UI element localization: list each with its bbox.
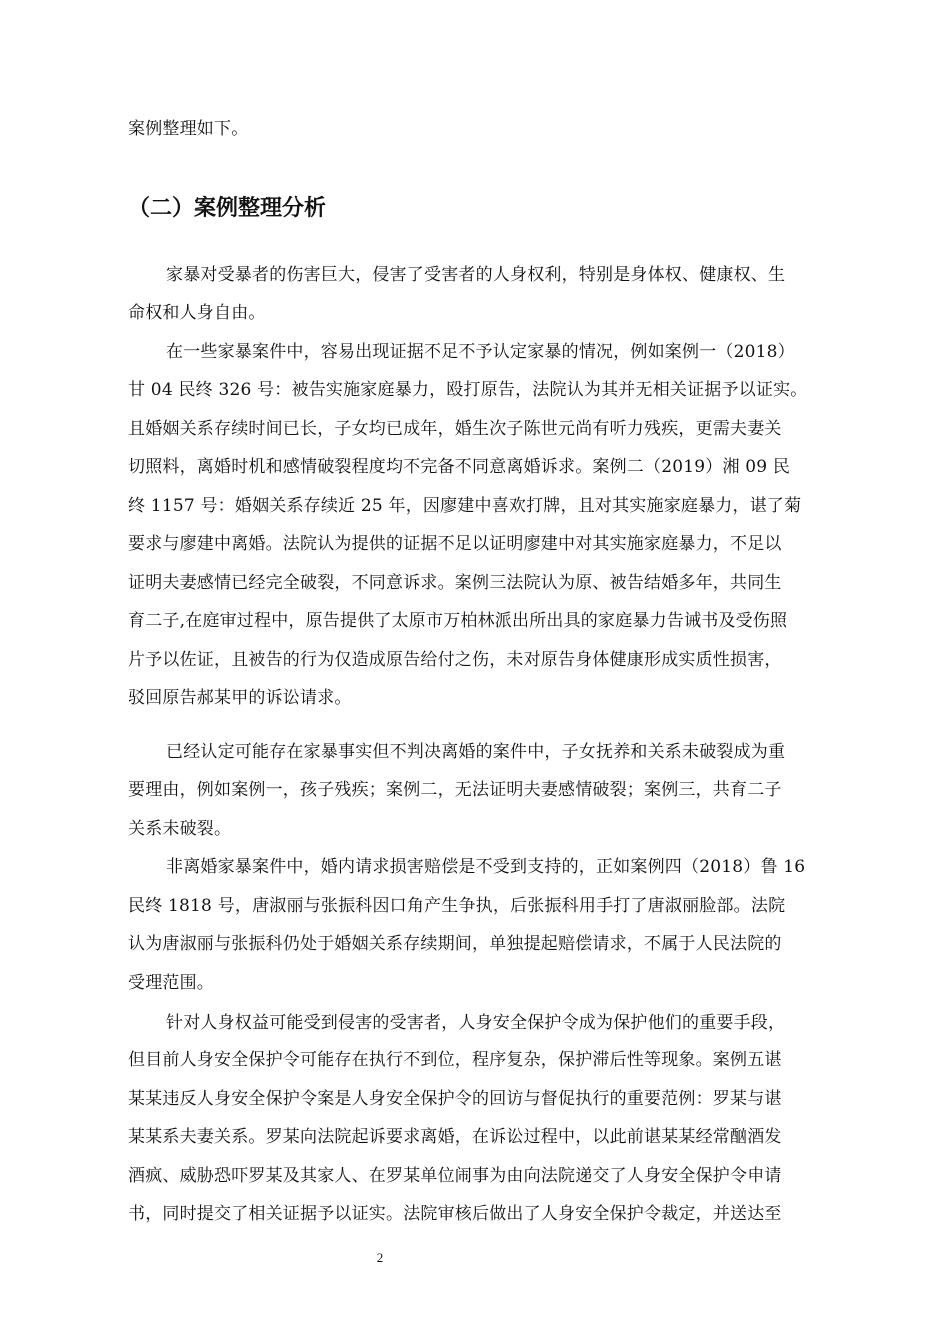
body-line: 育二子,在庭审过程中，原告提供了太原市万柏林派出所出具的家庭暴力告诫书及受伤照: [128, 611, 788, 631]
body-line: 命权和人身自由。: [128, 303, 266, 323]
body-line: 终 1157 号：婚姻关系存续近 25 年，因廖建中喜欢打牌，且对其实施家庭暴力，谌了菊: [128, 496, 802, 516]
body-line: 民终 1818 号，唐淑丽与张振科因口角产生争执，后张振科用手打了唐淑丽脸部。法院: [128, 896, 786, 916]
body-line: 切照料，离婚时机和感情破裂程度均不完备不同意离婚诉求。案例二（2019）湘 09 民: [128, 457, 791, 477]
body-line: 要理由，例如案例一，孩子残疾；案例二，无法证明夫妻感情破裂；案例三，共育二子: [128, 780, 782, 800]
body-line: 非离婚家暴案件中，婚内请求损害赔偿是不受到支持的，正如案例四（2018）鲁 16: [166, 857, 806, 877]
body-line: 证明夫妻感情已经完全破裂，不同意诉求。案例三法院认为原、被告结婚多年，共同生: [128, 573, 782, 593]
intro-line: 案例整理如下。: [128, 119, 249, 139]
section-heading: （二）案例整理分析: [128, 196, 327, 221]
body-line: 且婚姻关系存续时间已长，子女均已成年，婚生次子陈世元尚有听力残疾，更需夫妻关: [128, 419, 782, 439]
body-line: 已经认定可能存在家暴事实但不判决离婚的案件中，子女抚养和关系未破裂成为重: [166, 742, 786, 762]
body-line: 甘 04 民终 326 号：被告实施家庭暴力，殴打原告，法院认为其并无相关证据予以证实。: [128, 380, 808, 400]
body-line: 片予以佐证，且被告的行为仅造成原告给付之伤，未对原告身体健康形成实质性损害，: [128, 650, 782, 670]
body-line: 家暴对受暴者的伤害巨大，侵害了受害者的人身权利，特别是身体权、健康权、生: [166, 265, 786, 285]
body-line: 关系未破裂。: [128, 819, 232, 839]
body-line: 但目前人身安全保护令可能存在执行不到位，程序复杂，保护滞后性等现象。案例五谌: [128, 1050, 782, 1070]
body-line: 在一些家暴案件中，容易出现证据不足不予认定家暴的情况，例如案例一（2018）: [166, 342, 795, 362]
body-line: 认为唐淑丽与张振科仍处于婚姻关系存续期间，单独提起赔偿请求，不属于人民法院的: [128, 934, 782, 954]
body-line: 针对人身权益可能受到侵害的受害者，人身安全保护令成为保护他们的重要手段，: [166, 1013, 786, 1033]
body-line: 驳回原告郝某甲的诉讼请求。: [128, 688, 352, 708]
body-line: 受理范围。: [128, 973, 214, 993]
page-number: 2: [376, 1250, 384, 1265]
body-line: 书，同时提交了相关证据予以证实。法院审核后做出了人身安全保护令裁定，并送达至: [128, 1204, 782, 1224]
body-line: 要求与廖建中离婚。法院认为提供的证据不足以证明廖建中对其实施家庭暴力，不足以: [128, 534, 782, 554]
body-line: 某某违反人身安全保护令案是人身安全保护令的回访与督促执行的重要范例：罗某与谌: [128, 1089, 782, 1109]
body-line: 酒疯、威胁恐吓罗某及其家人、在罗某单位闹事为由向法院递交了人身安全保护令申请: [128, 1166, 782, 1186]
body-line: 某某系夫妻关系。罗某向法院起诉要求离婚，在诉讼过程中，以此前谌某某经常酗酒发: [128, 1127, 782, 1147]
